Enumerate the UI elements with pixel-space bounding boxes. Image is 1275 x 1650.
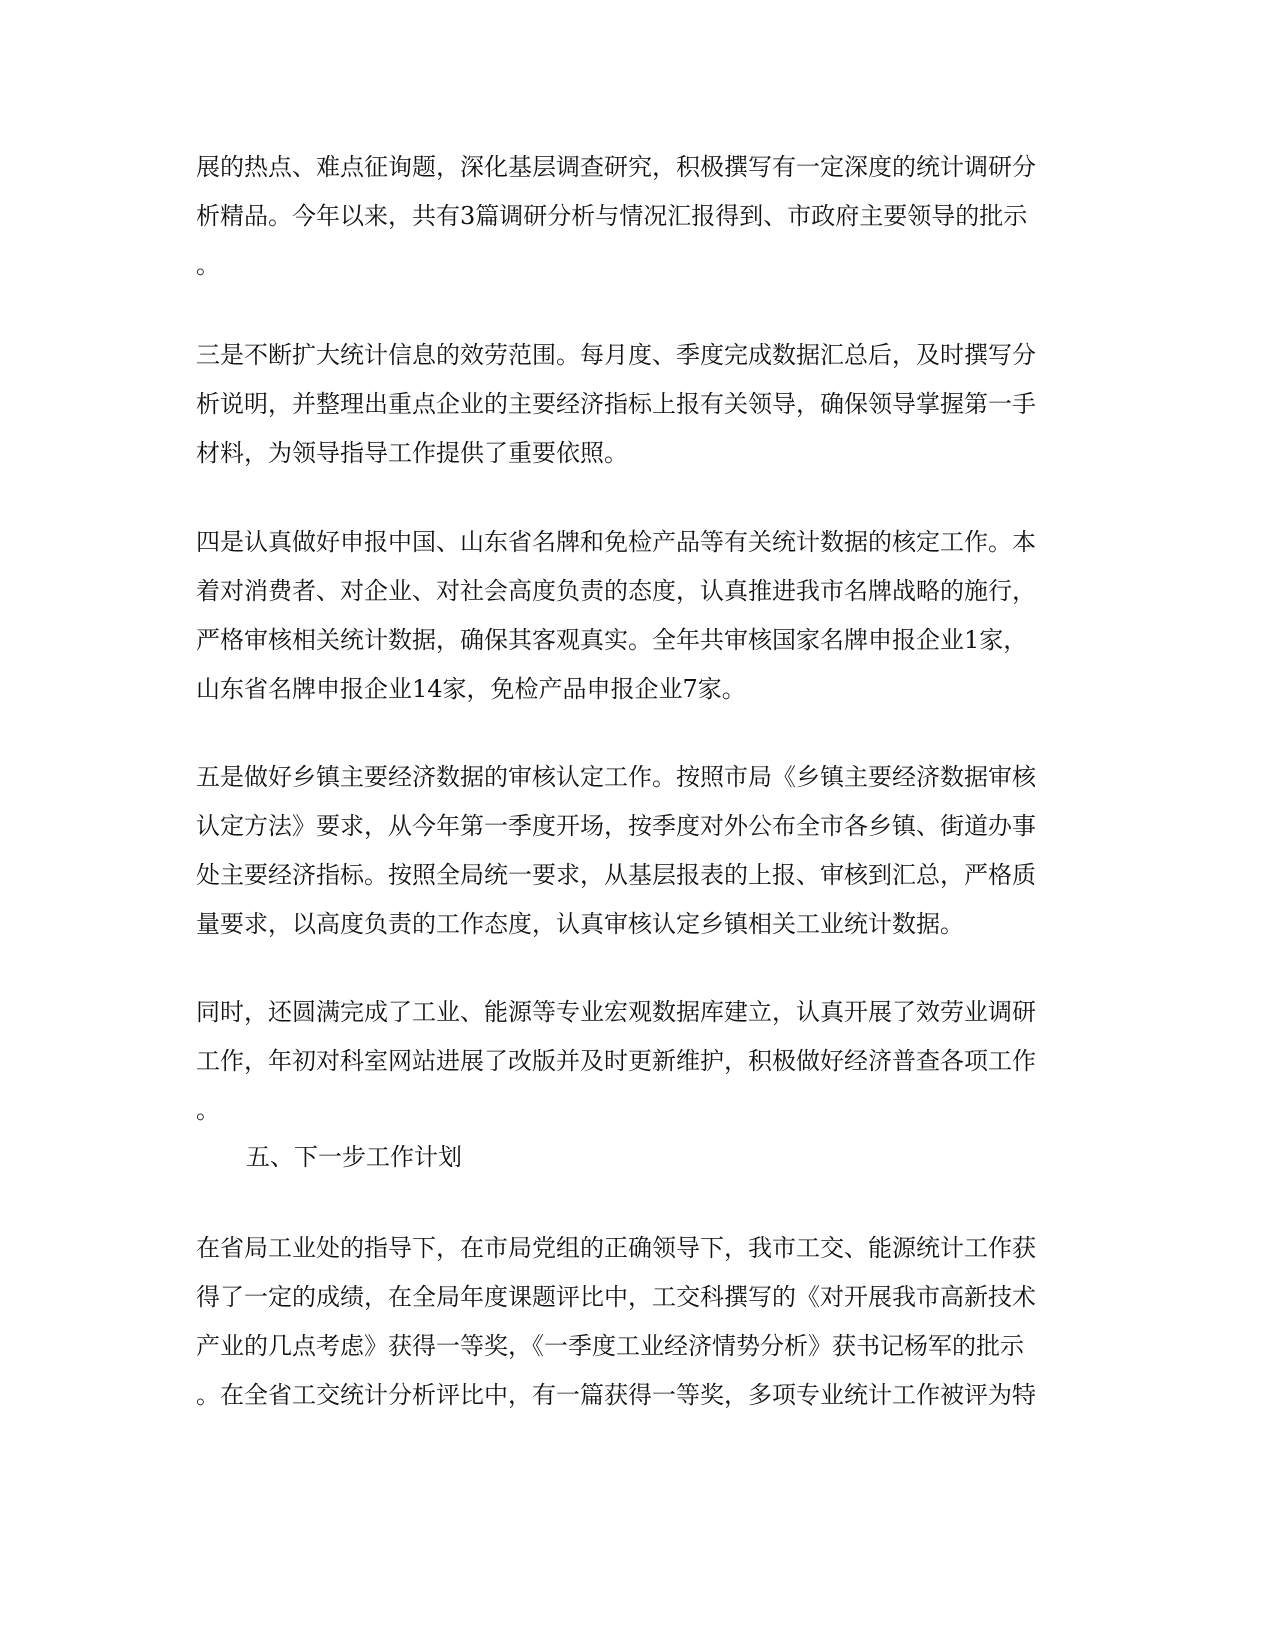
paragraph-brand-verification — [196, 518, 1076, 714]
paragraph-line: 。 — [196, 251, 220, 279]
section-heading-text: 五、下一步工作计划 — [246, 1143, 462, 1171]
paragraph-line: 三是不断扩大统计信息的效劳范围。每月度、季度完成数据汇总后，及时撰写分 — [196, 341, 1036, 369]
paragraph-line: 产业的几点考虑》获得一等奖，《一季度工业经济情势分析》获书记杨军的批示 — [196, 1332, 1024, 1360]
paragraph-line: 处主要经济指标。按照全局统一要求，从基层报表的上报、审核到汇总，严格质 — [196, 861, 1036, 889]
paragraph-line: 析精品。今年以来，共有3篇调研分析与情况汇报得到、市政府主要领导的批示 — [196, 202, 1028, 230]
paragraph-line: 着对消费者、对企业、对社会高度负责的态度，认真推进我市名牌战略的施行， — [196, 577, 1036, 605]
paragraph-line: 在省局工业处的指导下，在市局党组的正确领导下，我市工交、能源统计工作获 — [196, 1234, 1036, 1262]
paragraph-line: 工作，年初对科室网站进展了改版并及时更新维护，积极做好经济普查各项工作 — [196, 1047, 1036, 1075]
paragraph-township-data — [196, 753, 1076, 949]
paragraph-line: 展的热点、难点征询题，深化基层调查研究，积极撰写有一定深度的统计调研分 — [196, 153, 1036, 181]
paragraph-research-analysis — [196, 143, 1076, 290]
paragraph-line: 得了一定的成绩，在全局年度课题评比中，工交科撰写的《对开展我市高新技术 — [196, 1283, 1036, 1311]
paragraph-line: 五是做好乡镇主要经济数据的审核认定工作。按照市局《乡镇主要经济数据审核 — [196, 763, 1036, 791]
paragraph-line: 量要求，以高度负责的工作态度，认真审核认定乡镇相关工业统计数据。 — [196, 910, 964, 938]
paragraph-line: 析说明，并整理出重点企业的主要经济指标上报有关领导，确保领导掌握第一手 — [196, 390, 1036, 418]
paragraph-line: 材料，为领导指导工作提供了重要依照。 — [196, 439, 628, 467]
paragraph-line: 。 — [196, 1096, 220, 1124]
paragraph-line: 认定方法》要求，从今年第一季度开场，按季度对外公布全市各乡镇、街道办事 — [196, 812, 1036, 840]
paragraph-line: 四是认真做好申报中国、山东省名牌和免检产品等有关统计数据的核定工作。本 — [196, 528, 1036, 556]
paragraph-line: 山东省名牌申报企业14家，免检产品申报企业7家。 — [196, 675, 746, 703]
paragraph-line: 。在全省工交统计分析评比中，有一篇获得一等奖，多项专业统计工作被评为特 — [196, 1381, 1036, 1409]
paragraph-line: 同时，还圆满完成了工业、能源等专业宏观数据库建立，认真开展了效劳业调研 — [196, 998, 1036, 1026]
paragraph-achievements — [196, 1224, 1076, 1420]
paragraph-line: 严格审核相关统计数据，确保其客观真实。全年共审核国家名牌申报企业1家， — [196, 626, 1028, 654]
paragraph-service-scope — [196, 331, 1076, 478]
section-heading — [196, 1133, 1076, 1182]
paragraph-database-work — [196, 988, 1076, 1135]
